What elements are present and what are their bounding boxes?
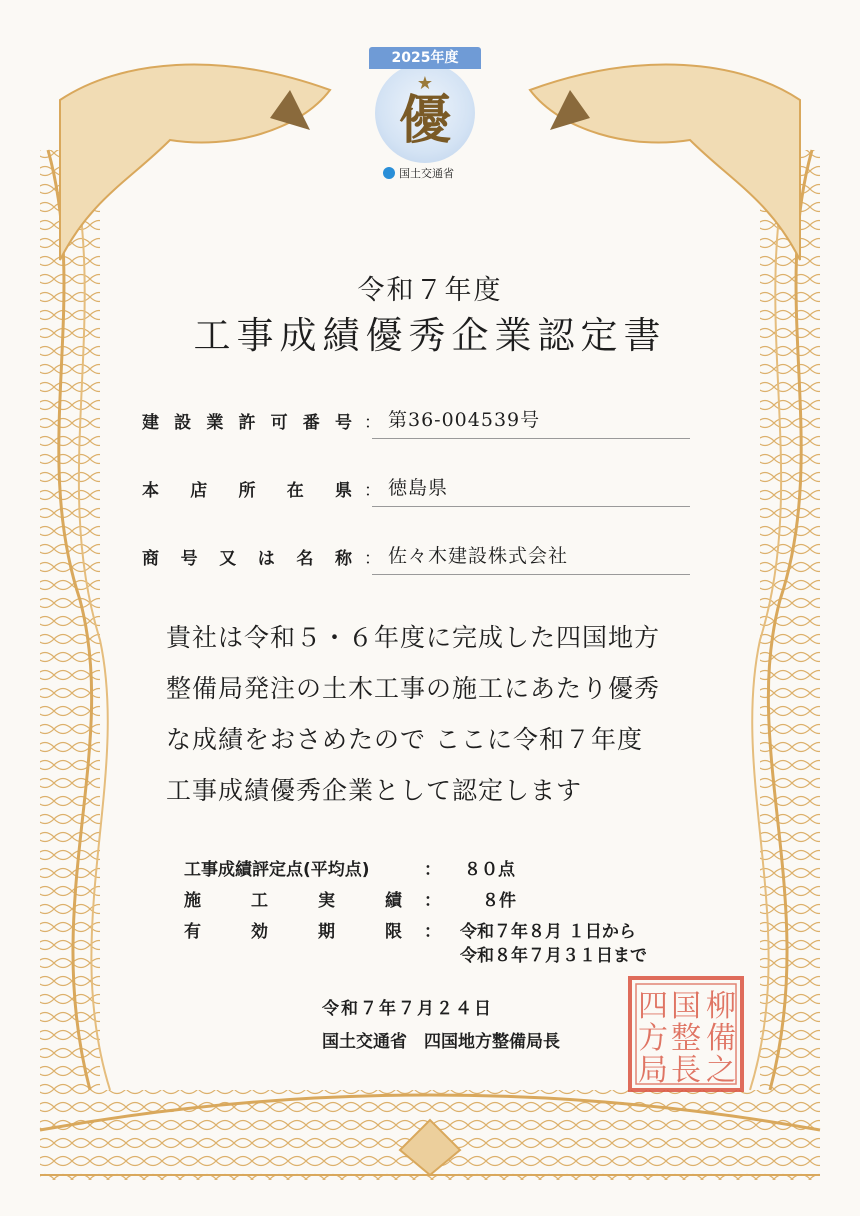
stat-label bbox=[184, 917, 402, 942]
body-line: 整備局発注の土木工事の施工にあたり優秀 bbox=[166, 674, 661, 703]
field-value-company-name: 佐々木建設株式会社 bbox=[388, 545, 569, 567]
label-char: 可 bbox=[270, 413, 288, 433]
label-char: 設 bbox=[174, 413, 192, 433]
certificate-title: 工事成績優秀企業認定書 bbox=[193, 314, 667, 357]
body-line: な成績をおさめたので ここに令和７年度 bbox=[166, 725, 643, 754]
body-line: 工事成績優秀企業として認定します bbox=[166, 776, 583, 805]
field-colon: ： bbox=[364, 549, 381, 569]
label-char: 期 bbox=[318, 922, 335, 942]
label-char: 効 bbox=[251, 922, 268, 942]
emblem-character: 優 bbox=[398, 90, 451, 151]
underline bbox=[372, 574, 690, 575]
label-char: 称 bbox=[334, 549, 352, 569]
label-char: 許 bbox=[238, 413, 256, 433]
stat-validity-period bbox=[184, 917, 704, 977]
svg-text:之: 之 bbox=[706, 1053, 736, 1088]
svg-text:方: 方 bbox=[638, 1021, 668, 1056]
stat-label bbox=[184, 886, 402, 911]
validity-to: 令和８年７月３１日まで bbox=[460, 946, 647, 966]
svg-text:整: 整 bbox=[671, 1021, 701, 1056]
emblem-ministry-label: 国土交通省 bbox=[399, 167, 454, 180]
label-char: 商 bbox=[142, 549, 159, 569]
svg-text:国: 国 bbox=[671, 989, 701, 1024]
label-char: 実 bbox=[318, 891, 335, 911]
certificate-body bbox=[166, 612, 726, 816]
emblem-year-label: 2025年度 bbox=[369, 47, 481, 69]
label-char: 号 bbox=[334, 413, 352, 433]
label-char: 所 bbox=[238, 481, 256, 501]
stat-value-count: ８件 bbox=[482, 891, 516, 911]
label-char: 県 bbox=[335, 481, 352, 501]
field-head-office-prefecture bbox=[142, 470, 690, 510]
underline bbox=[372, 506, 690, 507]
stat-average-score bbox=[184, 855, 704, 886]
body-line: 貴社は令和５・６年度に完成した四国地方 bbox=[166, 623, 661, 652]
field-label bbox=[142, 544, 352, 569]
ministry-logo-icon bbox=[383, 167, 395, 179]
svg-text:長: 長 bbox=[671, 1053, 701, 1088]
label-char: 本 bbox=[142, 481, 159, 501]
label-char: 施 bbox=[184, 891, 201, 911]
field-label bbox=[142, 408, 352, 433]
label-char: 工 bbox=[251, 891, 268, 911]
validity-from: 令和７年８月 １日から bbox=[460, 922, 636, 942]
certificate-title-year: 令和７年度 bbox=[357, 275, 503, 306]
svg-text:備: 備 bbox=[706, 1021, 736, 1056]
star-icon: ★ bbox=[416, 73, 434, 94]
issue-date: 令和７年７月２４日 bbox=[322, 999, 493, 1019]
label-char: 有 bbox=[184, 922, 201, 942]
label-char: 号 bbox=[180, 549, 198, 569]
field-company-name bbox=[142, 538, 690, 578]
field-license-number bbox=[142, 402, 690, 442]
field-value-license-number: 第36-004539号 bbox=[388, 409, 541, 431]
svg-text:四: 四 bbox=[638, 989, 668, 1024]
label-char: 限 bbox=[385, 922, 402, 942]
label-char: 績 bbox=[385, 891, 402, 911]
stat-colon: ： bbox=[424, 860, 441, 880]
svg-text:局: 局 bbox=[638, 1053, 668, 1088]
emblem-ministry bbox=[383, 165, 479, 183]
stat-colon: ： bbox=[424, 891, 441, 911]
label-char: 番 bbox=[302, 413, 320, 433]
label-char: 在 bbox=[286, 481, 304, 501]
issuer-name: 国土交通省 四国地方整備局長 bbox=[322, 1032, 560, 1052]
label-char: 建 bbox=[142, 413, 159, 433]
svg-text:柳: 柳 bbox=[706, 989, 736, 1024]
official-seal-stamp bbox=[626, 974, 746, 1094]
field-value-prefecture: 徳島県 bbox=[388, 477, 449, 499]
label-char: 又 bbox=[219, 549, 237, 569]
stat-label: 工事成績評定点(平均点) bbox=[184, 860, 370, 880]
stat-construction-count bbox=[184, 886, 704, 917]
field-label bbox=[142, 476, 352, 501]
label-char: 店 bbox=[190, 481, 208, 501]
underline bbox=[372, 438, 690, 439]
label-char: 業 bbox=[206, 413, 224, 433]
performance-stats bbox=[184, 855, 704, 977]
field-colon: ： bbox=[364, 481, 381, 501]
field-colon: ： bbox=[364, 413, 381, 433]
label-char: は bbox=[257, 549, 275, 569]
stat-colon: ： bbox=[424, 922, 441, 942]
stat-value-score: ８０点 bbox=[464, 860, 515, 880]
excellence-award-emblem bbox=[369, 47, 481, 187]
label-char: 名 bbox=[296, 549, 314, 569]
